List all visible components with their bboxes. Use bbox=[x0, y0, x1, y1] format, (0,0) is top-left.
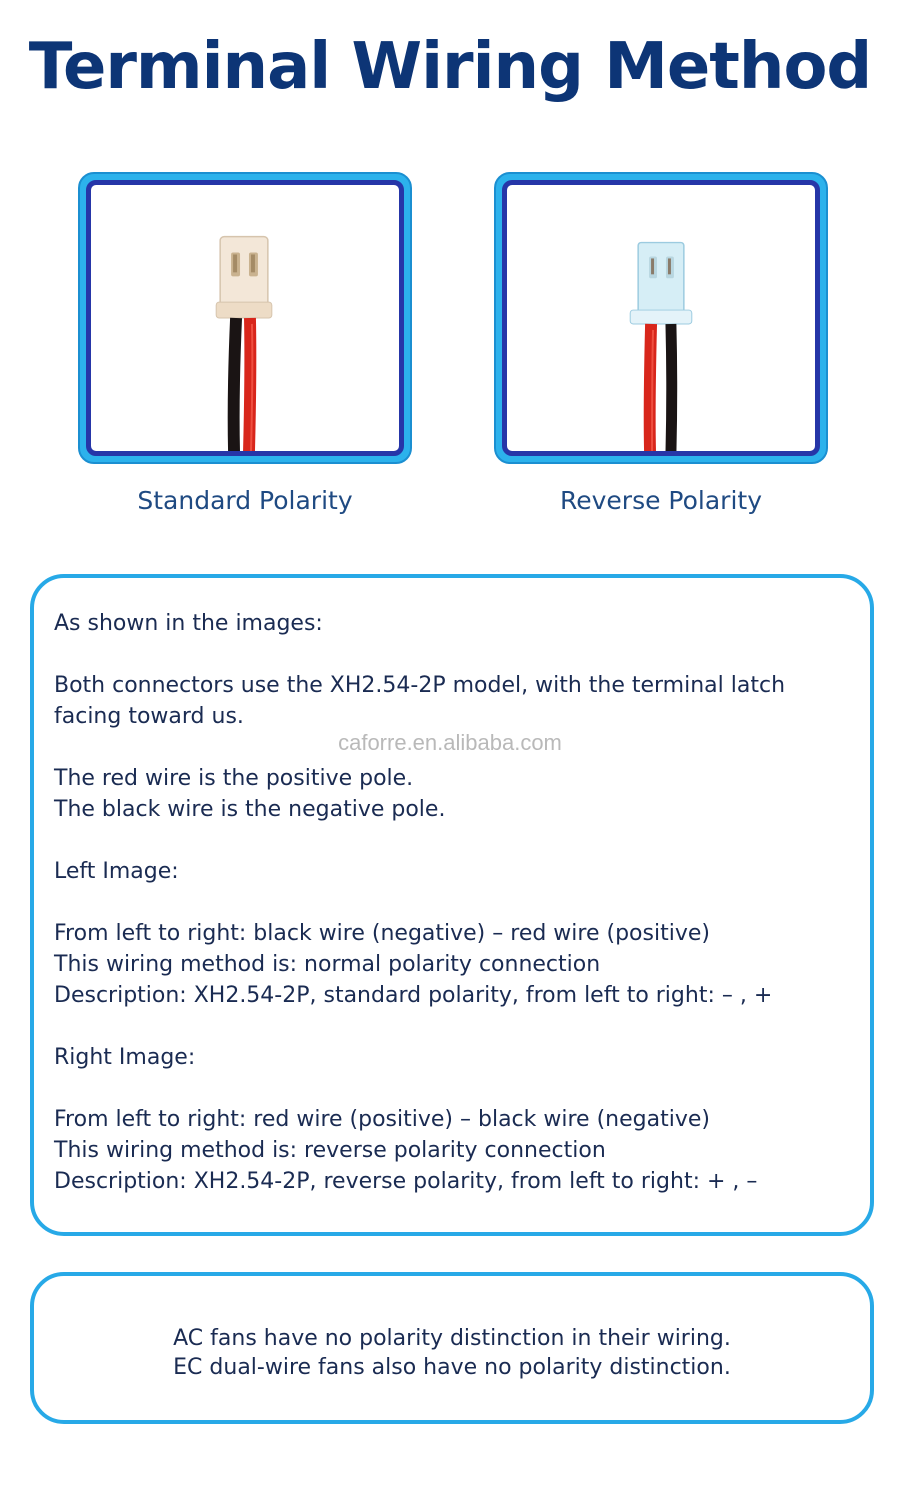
standard-polarity-caption: Standard Polarity bbox=[137, 486, 353, 515]
reverse-polarity-connector-image bbox=[507, 185, 815, 451]
wiring-info-box bbox=[30, 574, 874, 1236]
info-intro: As shown in the images: bbox=[54, 611, 323, 636]
info-connector-model: Both connectors use the XH2.54-2P model, with the terminal latch bbox=[54, 673, 786, 698]
watermark: caforre.en.alibaba.com bbox=[338, 730, 562, 755]
info-right-method: This wiring method is: reverse polarity connection bbox=[54, 1138, 606, 1163]
standard-polarity-connector-image bbox=[91, 185, 399, 451]
polarity-note-box bbox=[30, 1272, 874, 1424]
info-right-order: From left to right: red wire (positive) – black wire (negative) bbox=[54, 1107, 710, 1132]
standard-polarity-photo bbox=[86, 180, 404, 456]
info-spacer bbox=[54, 887, 854, 918]
reverse-polarity-caption: Reverse Polarity bbox=[559, 486, 762, 515]
info-right-image-heading: Right Image: bbox=[54, 1045, 196, 1070]
reverse-polarity-image-frame bbox=[494, 172, 828, 464]
info-left-description: Description: XH2.54-2P, standard polarity, from left to right: – , + bbox=[54, 983, 773, 1008]
polarity-note-text bbox=[34, 1324, 870, 1382]
info-left-order: From left to right: black wire (negative) – red wire (positive) bbox=[54, 921, 710, 946]
page-title: Terminal Wiring Method bbox=[28, 30, 872, 104]
info-left-image-heading: Left Image: bbox=[54, 859, 179, 884]
info-spacer bbox=[54, 639, 854, 670]
info-black-wire: The black wire is the negative pole. bbox=[54, 797, 446, 822]
note-ec-fans: EC dual-wire fans also have no polarity distinction. bbox=[173, 1355, 731, 1380]
info-connector-model-cont: facing toward us. bbox=[54, 704, 244, 729]
info-left-method: This wiring method is: normal polarity connection bbox=[54, 952, 601, 977]
info-spacer bbox=[54, 1073, 854, 1104]
info-red-wire: The red wire is the positive pole. bbox=[54, 766, 414, 791]
reverse-polarity-photo bbox=[502, 180, 820, 456]
info-right-description: Description: XH2.54-2P, reverse polarity, from left to right: + , – bbox=[54, 1169, 758, 1194]
note-ac-fans: AC fans have no polarity distinction in their wiring. bbox=[173, 1326, 731, 1351]
wiring-info-text bbox=[54, 608, 854, 1197]
info-spacer bbox=[54, 1011, 854, 1042]
standard-polarity-image-frame bbox=[78, 172, 412, 464]
info-spacer bbox=[54, 825, 854, 856]
